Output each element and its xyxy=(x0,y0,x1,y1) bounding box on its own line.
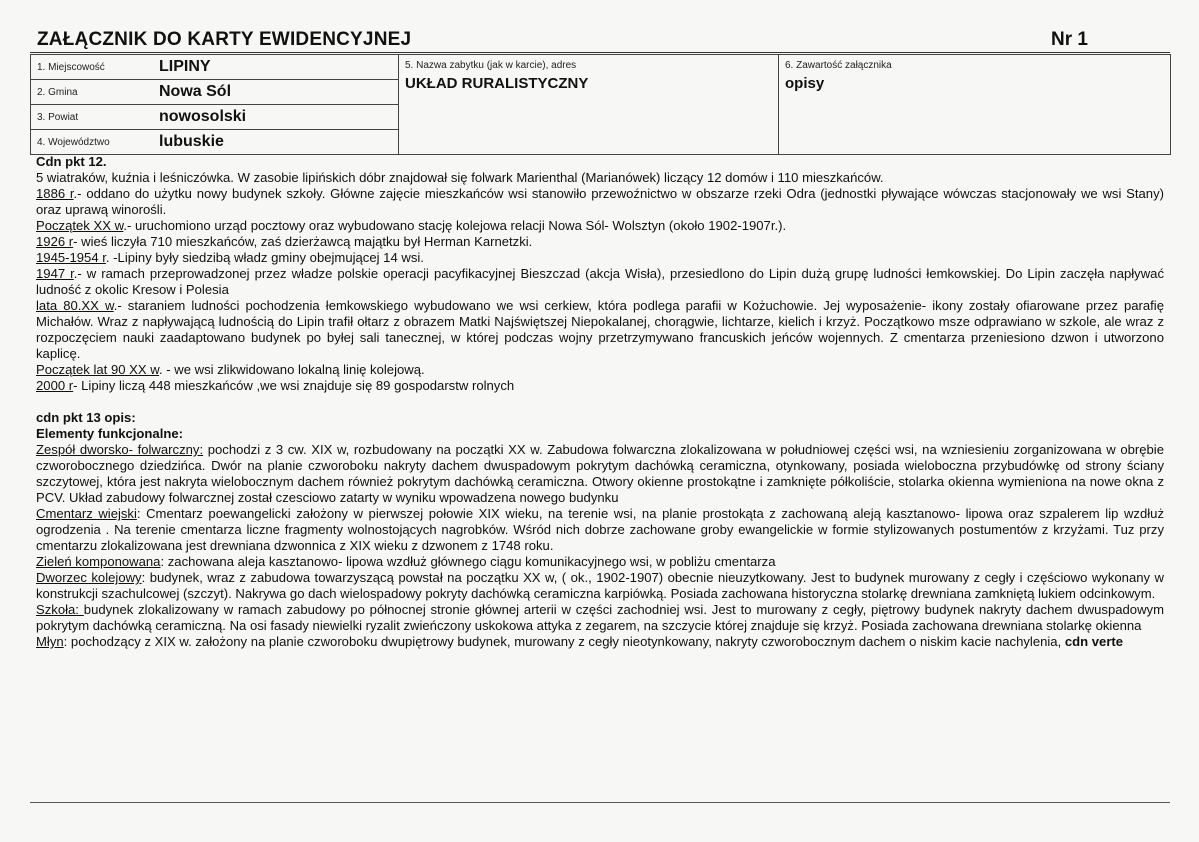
field-value: lubuskie xyxy=(159,133,224,150)
element-entry: Dworzec kolejowy: budynek, wraz z zabudowa towarzyszącą powstał na początku XX w, ( ok., 1902-1907) obecnie nieuzytkowany. Jest to budynek murowany z cegły i częściowo wykonany w konstrukcji szachulcowej (szczyt). Nakrywa go dach wielospadowy pokryty dachówką ceramiczna karpiówką. Posiada zachowana historyczna stolarkę drewniana zamkniętą lukiem odcinkowym. xyxy=(36,570,1164,601)
history-entry: Początek XX w.- uruchomiono urząd pocztowy oraz wybudowano stację kolejowa relacji Nowa Sól- Wolsztyn (około 1902-1907r.). xyxy=(36,218,787,233)
entry-key: Zieleń komponowana xyxy=(36,554,161,569)
field-gmina xyxy=(31,80,399,105)
footer-rule xyxy=(30,802,1170,803)
field-value: Nowa Sól xyxy=(159,83,232,100)
entry-key: Dworzec kolejowy xyxy=(36,570,142,585)
attachment-number: Nr 1 xyxy=(1051,29,1088,50)
entry-key: Początek lat 90 XX w xyxy=(36,362,160,377)
entry-key: Początek XX w xyxy=(36,218,124,233)
history-entry: 1926 r- wieś liczyła 710 mieszkańców, zaś dzierżawcą majątku był Herman Karnetzki. xyxy=(36,234,533,249)
field-miejscowosc xyxy=(31,55,399,80)
field-value: opisy xyxy=(785,75,825,92)
field-value: UKŁAD RURALISTYCZNY xyxy=(405,75,589,92)
field-nazwa-zabytku xyxy=(399,55,779,155)
entry-key: 1926 r xyxy=(36,234,74,249)
field-label: 3. Powiat xyxy=(37,111,79,123)
section-subheading: Elementy funkcjonalne: xyxy=(36,426,183,441)
entry-key: Zespół dworsko- folwarczny: xyxy=(36,442,204,457)
entry-key: 2000 r xyxy=(36,378,74,393)
section-heading: cdn pkt 13 opis: xyxy=(36,410,136,425)
entry-key: 1886 r xyxy=(36,186,74,201)
element-entry: Młyn: pochodzący z XIX w. założony na planie czworoboku dwupiętrowy budynek, murowany z cegły nieotynkowany, nakryty czworobocznym dachem o niskim kacie nachylenia, cdn verte xyxy=(36,634,1124,649)
paragraph: 5 wiatraków, kuźnia i leśniczówka. W zasobie lipińskich dóbr znajdował się folwark Marienthal (Marianówek) liczący 12 domów i 110 mieszkańców. xyxy=(36,170,884,185)
history-entry: 2000 r- Lipiny liczą 448 mieszkańców ,we wsi znajduje się 89 gospodarstw rolnych xyxy=(36,378,515,393)
history-entry: 1945-1954 r. -Lipiny były siedzibą władz gminy obejmującej 14 wsi. xyxy=(36,250,424,265)
field-label: 2. Gmina xyxy=(37,86,78,98)
history-entry: 1886 r.- oddano do użytku nowy budynek szkoły. Główne zajęcie mieszkańców wsi stanowiło przewoźnictwo w obszarze rzeki Odra (jednostki pływające wówczas stacjonowały we wsi Stany) oraz uprawą winorośli. xyxy=(36,186,1164,217)
entry-key: Cmentarz wiejski xyxy=(36,506,137,521)
element-entry: Zespół dworsko- folwarczny: pochodzi z 3 cw. XIX w, rozbudowany na początki XX w. Zabudowa folwarczna zlokalizowana w południowej części wsi, na wzniesieniu zorganizowana w obrębie czworobocznego dziedzińca. Dwór na planie czworoboku nakryty dachem dwuspadowym pokrytym dachówką ceramiczna, otynkowany, posiada wieloboczna przybudówkę od strony ściany szczytowej, która jest nakryta wielobocznym dachem również pokrytym dachówką ceramiczna. Otwory okienne prostokątne i zamknięte półkoliście, stolarka okienna wymieniona na nowe okna z PCV. Układ zabudowy folwarcznej został czesciowo zatarty w wyniku wpowadzena nowego budynku xyxy=(36,442,1164,505)
document-title: ZAŁĄCZNIK DO KARTY EWIDENCYJNEJ xyxy=(37,29,412,50)
entry-key: 1945-1954 r xyxy=(36,250,106,265)
field-value: LIPINY xyxy=(159,58,211,75)
section-heading: Cdn pkt 12. xyxy=(36,154,107,169)
document-body xyxy=(36,154,1164,650)
element-entry: Zieleń komponowana: zachowana aleja kasztanowo- lipowa wzdłuż głównego ciągu komunikacyjnego wsi, w pobliżu cmentarza xyxy=(36,554,776,569)
continued-note: cdn verte xyxy=(1064,634,1124,649)
field-label: 4. Województwo xyxy=(37,136,110,148)
entry-key: lata 80.XX w xyxy=(36,298,114,313)
element-entry: Cmentarz wiejski: Cmentarz poewangelicki założony w pierwszej połowie XIX wieku, na terenie wsi, na planie prostokąta z zachowaną aleją kasztanowo- lipowa oraz szpalerem lip wzdłuż ogrodzenia . Na terenie cmentarza liczne fragmenty wolnostojących nagrobków. Wśród nich dobrze zachowane groby ewangelickie w formie stylizowanych postumentów z krzyżami. Tuz przy cmentarzu zlokalizowana jest drewniana dzwonnica z XIX wieku z dzwonem z 1748 roku. xyxy=(36,506,1164,553)
field-wojewodztwo xyxy=(31,130,399,155)
entry-key: 1947 r xyxy=(36,266,74,281)
element-entry: Szkoła: budynek zlokalizowany w ramach zabudowy po północnej stronie głównej arterii w części zachodniej wsi. Jest to murowany z cegły, piętrowy budynek nakryty dachem dwuspadowym pokrytym dachówką ceramiczną. Na osi fasady niewielki ryzalit zwieńczony uskokowa attyka z zegarem, na szczycie której znajduje się krzyż. Posiada zachowana drewniana stolarkę okienna xyxy=(36,602,1165,633)
field-powiat xyxy=(31,105,399,130)
entry-key: Młyn xyxy=(36,634,64,649)
history-entry: lata 80.XX w.- staraniem ludności pochodzenia łemkowskiego wybudowano we wsi cerkiew, która podlega parafii w Kożuchowie. Jej wyposażenie- ikony zostały ofiarowane przez parafię Michałów. Wraz z napływającą ludnością do Lipin trafił ołtarz z obrazem Matki Najświętszej Niepokalanej, chorągwie, lichtarze, kielich i krzyż. Początkowo msze odprawiano w szkole, ale wraz z rozpoczęciem nauki zaadaptowano budynek po byłej sali tanecznej, w której podczas wojny przetrzymywano francuskich jeńców wojennych. Z cmentarza przeniesiono dzwon i utworzono kaplicę. xyxy=(36,298,1164,361)
field-label: 6. Zawartość załącznika xyxy=(785,60,892,71)
history-entry: 1947 r.- w ramach przeprowadzonej przez władze polskie operacji pacyfikacyjnej Bieszczad (akcja Wisła), przesiedlono do Lipin dużą grupę ludności łemkowskiej. Do Lipin zaczęła napływać ludność z okolic Kresow i Polesia xyxy=(36,266,1164,297)
field-label: 1. Miejscowość xyxy=(37,61,105,73)
title-rule xyxy=(30,52,1170,53)
field-value: nowosolski xyxy=(159,108,247,125)
history-entry: Początek lat 90 XX w. - we wsi zlikwidowano lokalną linię kolejową. xyxy=(36,362,425,377)
header-form-table xyxy=(30,54,1171,155)
entry-key: Szkoła: xyxy=(36,602,84,617)
field-label: 5. Nazwa zabytku (jak w karcie), adres xyxy=(405,60,577,71)
field-zawartosc xyxy=(779,55,1171,155)
